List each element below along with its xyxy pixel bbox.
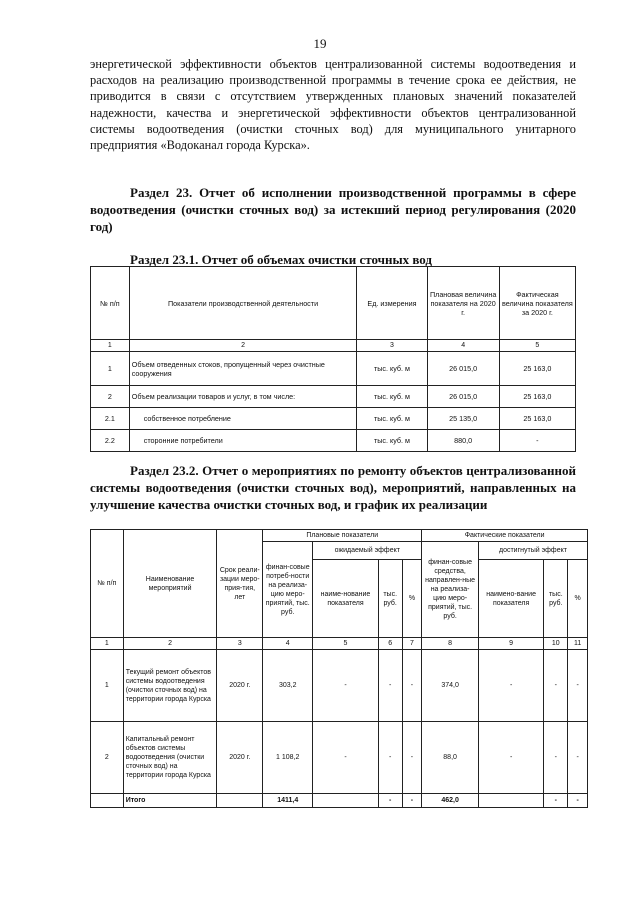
row-num: 1 [91,650,124,722]
col-number: 8 [422,638,479,650]
row-achieved-name: - [478,722,543,794]
row-achieved-pct: - [568,650,588,722]
row-term: 2020 г. [217,722,263,794]
col-number: 9 [478,638,543,650]
table-row [91,430,576,452]
row-term: 2020 г. [217,650,263,722]
row-unit: тыс. куб. м [357,386,427,408]
table-row [91,408,576,430]
header-name: Наименование мероприятий [123,530,217,638]
header-ind-name: наимено-вание показателя [478,560,543,638]
row-achieved-name: - [478,650,543,722]
total-fact-fin: 462,0 [422,794,479,808]
row-num: 2.1 [91,408,130,430]
header-term: Срок реали-зации меро-прия-тия, лет [217,530,263,638]
header-plan: Плановая величина показателя на 2020 г. [427,267,499,340]
col-number: 6 [378,638,402,650]
row-unit: тыс. куб. м [357,408,427,430]
col-number: 7 [402,638,422,650]
table-row [91,650,588,722]
total-expected-pct: - [402,794,422,808]
row-indicator: Объем отведенных стоков, пропущенный через очистные сооружения [129,352,357,386]
header-ind-name: наиме-нование показателя [313,560,378,638]
intro-paragraph: энергетической эффективности объектов централизованной системы водоотведения и расходов на реализацию производственной программы в течение срока ее действия, не приводится в связи с отсутствием утвержденных плановых значений показателей надежности, качества и энергетической эффективности объектов централизованной системы водоотведения (очистки сточных вод) для муниципального унитарного предприятия «Водоканал города Курска». [90,57,576,153]
row-fact: 25 163,0 [499,408,575,430]
row-expected-pct: - [402,722,422,794]
total-row [91,794,588,808]
row-fact-fin: 374,0 [422,650,479,722]
row-name: Капитальный ремонт объектов системы водоотведения (очистки сточных вод) на территории города Курска [123,722,217,794]
row-fact-fin: 88,0 [422,722,479,794]
total-expected-thous: - [378,794,402,808]
col-number: 4 [427,340,499,352]
header-num: № п/п [91,530,124,638]
section-23-2-heading: Раздел 23.2. Отчет о мероприятиях по ремонту объектов централизованной системы водоотведения (очистки сточных вод), мероприятий, направленных на улучшение качества очистки сточных вод, и график их реализации [90,463,576,512]
header-expected: ожидаемый эффект [313,542,422,560]
row-indicator: сторонние потребители [129,430,357,452]
row-fact: 25 163,0 [499,352,575,386]
header-pct: % [402,560,422,638]
row-expected-thous: - [378,650,402,722]
col-number: 4 [263,638,313,650]
row-plan: 26 015,0 [427,386,499,408]
total-achieved-thous: - [544,794,568,808]
total-label: Итого [123,794,217,808]
page-number: 19 [313,36,327,51]
row-achieved-thous: - [544,650,568,722]
row-plan: 25 135,0 [427,408,499,430]
header-actual: Фактические показатели [422,530,588,542]
col-number: 1 [91,638,124,650]
row-num: 2 [91,722,124,794]
header-num: № п/п [91,267,130,340]
section-23-heading: Раздел 23. Отчет об исполнении производственной программы в сфере водоотведения (очистки сточных вод) за истекший период регулирования (2020 год) [90,185,576,234]
col-number: 10 [544,638,568,650]
header-plan-fin: финан-совые потреб-ности на реализа-цию меро-приятий, тыс. руб. [263,542,313,638]
row-plan: 880,0 [427,430,499,452]
header-pct: % [568,560,588,638]
col-number: 1 [91,340,130,352]
row-name: Текущий ремонт объектов системы водоотведения (очистки сточных вод) на территории города Курска [123,650,217,722]
col-number: 3 [357,340,427,352]
header-fact-fin: финан-совые средства, направлен-ные на реализа-цию меро-приятий, тыс. руб. [422,542,479,638]
header-indicator: Показатели производственной деятельности [129,267,357,340]
row-plan: 26 015,0 [427,352,499,386]
row-expected-thous: - [378,722,402,794]
table-row [91,386,576,408]
col-number: 11 [568,638,588,650]
row-indicator: собственное потребление [129,408,357,430]
row-expected-name: - [313,722,378,794]
row-indicator: Объем реализации товаров и услуг, в том числе: [129,386,357,408]
row-fact: - [499,430,575,452]
row-plan-fin: 1 108,2 [263,722,313,794]
row-expected-pct: - [402,650,422,722]
header-thous: тыс. руб. [378,560,402,638]
col-number: 5 [313,638,378,650]
header-planned: Плановые показатели [263,530,422,542]
table-row [91,352,576,386]
total-achieved-pct: - [568,794,588,808]
col-number: 2 [123,638,217,650]
header-achieved: достигнутый эффект [478,542,587,560]
header-thous: тыс. руб. [544,560,568,638]
row-plan-fin: 303,2 [263,650,313,722]
volumes-table [90,266,576,452]
row-num: 1 [91,352,130,386]
section-23-1-heading: Раздел 23.1. Отчет об объемах очистки сточных вод [130,252,432,267]
row-num: 2 [91,386,130,408]
row-unit: тыс. куб. м [357,430,427,452]
repair-measures-table [90,529,588,808]
col-number: 2 [129,340,357,352]
row-unit: тыс. куб. м [357,352,427,386]
row-achieved-pct: - [568,722,588,794]
total-plan-fin: 1411,4 [263,794,313,808]
header-fact: Фактическая величина показателя за 2020 г. [499,267,575,340]
row-expected-name: - [313,650,378,722]
header-unit: Ед. измерения [357,267,427,340]
col-number: 5 [499,340,575,352]
row-fact: 25 163,0 [499,386,575,408]
table-row [91,722,588,794]
col-number: 3 [217,638,263,650]
row-achieved-thous: - [544,722,568,794]
row-num: 2.2 [91,430,130,452]
